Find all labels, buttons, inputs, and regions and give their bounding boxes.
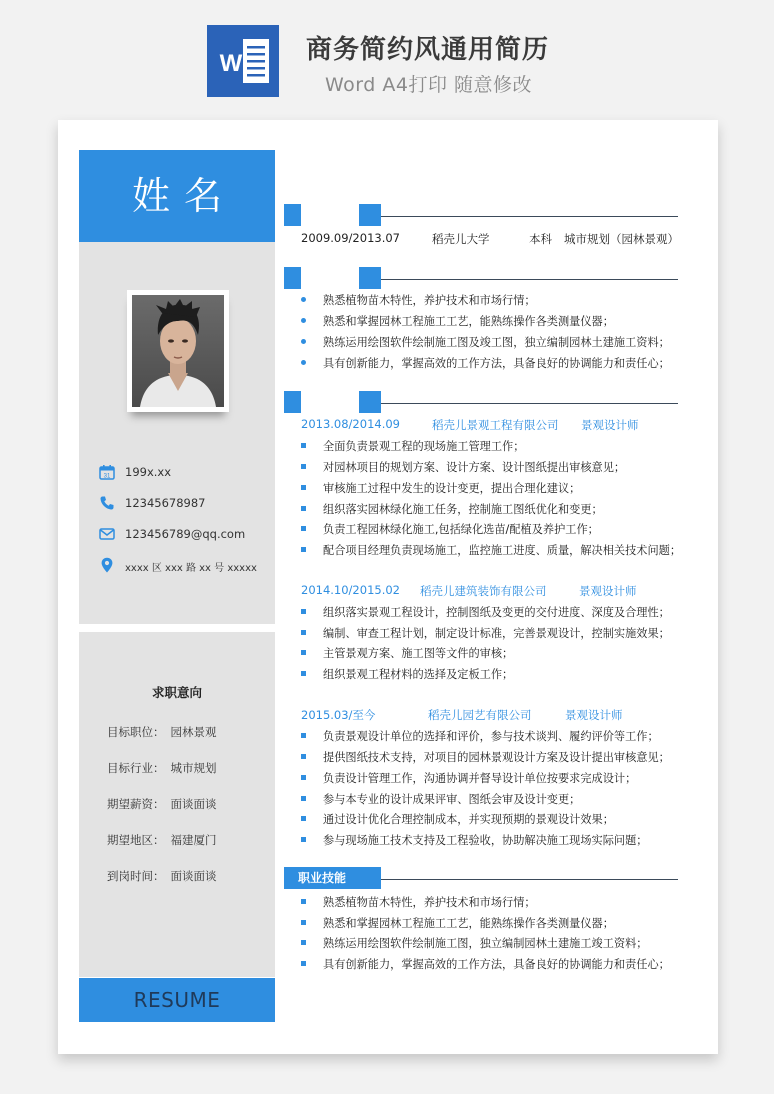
job-intent-panel (79, 632, 275, 977)
intent-row: 期望地区： 福建厦门 (107, 833, 217, 847)
section-header-summary (284, 267, 678, 289)
education-school: 稻壳儿大学 (432, 232, 490, 246)
section-header-experience (284, 391, 678, 413)
svg-text:W: W (219, 50, 243, 77)
mail-icon (99, 526, 115, 542)
contact-email: 123456789@qq.com (99, 524, 275, 546)
section-header-skills (284, 867, 678, 889)
skills-section-title: 职业技能 (284, 867, 381, 889)
contact-phone: 12345678987 (99, 493, 275, 515)
calendar-icon (99, 464, 115, 480)
name-banner: 姓名 (79, 150, 275, 242)
profile-photo (127, 290, 229, 412)
section-header-education (284, 204, 678, 226)
contact-address: xxxx 区 xxx 路 xx 号 xxxxx (99, 555, 275, 577)
phone-icon (99, 495, 115, 511)
intent-row: 目标职位： 园林景观 (107, 725, 217, 739)
intent-row: 目标行业： 城市规划 (107, 761, 217, 775)
job-header: 2014.10/2015.02 稻壳儿建筑装饰有限公司 景观设计师 (301, 583, 637, 598)
profile-panel (79, 242, 275, 624)
contact-birthdate: 31 199x.xx (99, 462, 275, 484)
education-degree: 本科 (529, 232, 552, 246)
intent-row: 到岗时间： 面谈面谈 (107, 869, 217, 883)
page-subtitle: Word A4打印 随意修改 (325, 74, 533, 96)
job-header: 2015.03/至今 稻壳儿园艺有限公司 景观设计师 (301, 708, 623, 722)
resume-footer-label: RESUME (79, 978, 275, 1022)
resume-paper: 姓名 31 199x.xx 12345678987 123456789@qq.com xxxx 区 xxx 路 xx 号 xxxxx 求职意向 目标职位： 园林景观 目标行业： 城市规划 期望薪资： 面谈面谈 期望地区： 福建厦门 到岗时间： 面谈面谈 RESUME 2009.09/2013.07 稻壳儿大学 本科 城市规划（园林景观） 熟悉植物苗木特性，养护技术和市场行情； 熟悉和掌握园林工程施工工艺，能熟练操作各类测量仪器； 熟练运用绘图软件绘制施工图及竣工图，独立编制园林土建施工资料； 具有创新能力，掌握高效的工作方法，具备良好的协调能力和责任心； 2013.08/2014.09 稻壳儿景观工程有限公司 景观设计师 全面负责景观工程的现场施工管理工作； 对园林项目的规划方案、设计方案、设计图纸提出审核意见； 审核施工过程中发生的设计变更，提出合理化建议； 组织落实园林绿化施工任务，控制施工图纸优化和变更； 负责工程园林绿化施工,包括绿化选苗/配植及养护工作； 配合项目经理负责现场施工，监控施工进度、质量，解决相关技术问题； 2014.10/2015.02 稻壳儿建筑装饰有限公司 景观设计师 组织落实景观工程设计，控制图纸及变更的交付进度、深度及合理性； 编制、审查工程计划，制定设计标准，完善景观设计，控制实施效果； 主管景观方案、施工图等文件的审核； 组织景观工程材料的选择及定板工作； 2015.03/至今 稻壳儿园艺有限公司 景观设计师 负责景观设计单位的选择和评价，参与技术谈判、履约评价等工作； 提供图纸技术支持，对项目的园林景观设计方案及设计提出审核意见； 负责设计管理工作，沟通协调并督导设计单位按要求完成设计； 参与本专业的设计成果评审、图纸会审及设计变更； 通过设计优化合理控制成本，并实现预期的景观设计效果； 参与现场施工技术支持及工程验收，协助解决施工现场实际问题； 职业技能 熟悉植物苗木特性，养护技术和市场行情； 熟悉和掌握园林工程施工工艺，能熟练操作各类测量仪器； 熟练运用绘图软件绘制施工图，独立编制园林土建施工竣工资料； 具有创新能力，掌握高效的工作方法，具备良好的协调能力和责任心； (58, 120, 718, 1054)
location-icon (99, 557, 115, 573)
word-icon (207, 25, 279, 97)
svg-text:31: 31 (103, 473, 111, 480)
job-header: 2013.08/2014.09 稻壳儿景观工程有限公司 景观设计师 (301, 417, 639, 432)
education-major: 城市规划（园林景观） (564, 232, 679, 246)
page-title: 商务简约风通用简历 (306, 35, 550, 65)
education-period: 2009.09/2013.07 (301, 231, 400, 245)
intent-row: 期望薪资： 面谈面谈 (107, 797, 217, 811)
page-header (0, 0, 774, 110)
job-intent-title: 求职意向 (151, 685, 202, 700)
sidebar (79, 150, 275, 1022)
